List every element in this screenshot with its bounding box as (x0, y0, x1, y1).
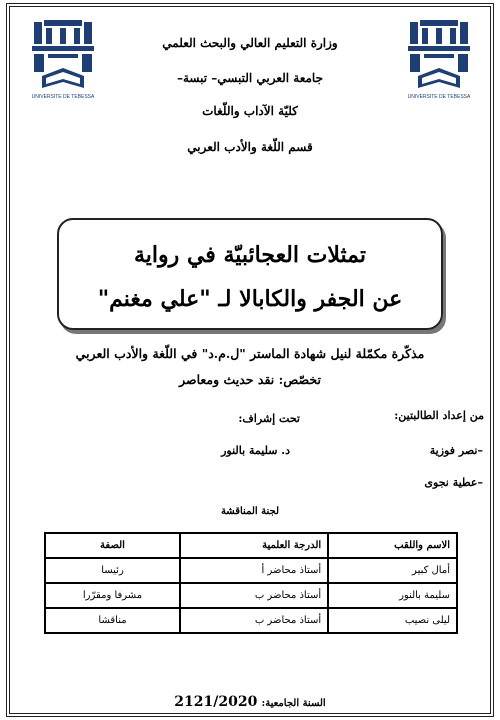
header-role: الصفة (45, 533, 180, 558)
student-name-2: –عطية نجوى (424, 476, 483, 489)
table-row (45, 608, 457, 633)
header-name: الاسم واللقب (328, 533, 457, 558)
academic-year-value: 2121/2020 (174, 694, 258, 710)
title-line-1: تمثلات العجائبيّة في رواية (134, 242, 366, 268)
memo-description: مذكّرة مكمّلة لنيل شهادة الماستر "ل.م.د" في اللّغة والأدب العربي (75, 346, 425, 361)
member-name: ليلى نصيب (328, 608, 457, 633)
students-label: من إعداد الطالبتين: (394, 409, 484, 422)
logo-caption: UNIVERSITE DE TEBESSA (407, 94, 471, 100)
member-degree: أستاذ محاضر أ (180, 558, 328, 583)
table-row (45, 583, 457, 608)
committee-table (44, 532, 458, 634)
title-line-2: عن الجفر والكابالا لـ "علي مغنم" (97, 286, 403, 312)
committee-label: لجنة المناقشة (220, 506, 280, 517)
table-header-row (45, 533, 457, 558)
faculty-line: كليّة الآداب واللّغات (202, 104, 298, 118)
logo-caption: UNIVERSITE DE TEBESSA (31, 94, 95, 100)
academic-year (0, 694, 500, 710)
member-name: أمال كبير (328, 558, 457, 583)
academic-year-label: السنة الجامعية: (261, 698, 326, 709)
specialty: تخصّص: نقد حديث ومعاصر (179, 372, 321, 387)
supervisor-name: د. سليمة بالنور (221, 444, 290, 457)
department-line: قسم اللّغة والأدب العربي (187, 140, 313, 154)
supervisor-label: تحت إشراف: (238, 412, 300, 425)
member-role: مناقشا (45, 608, 180, 633)
ministry-line: وزارة التعليم العالي والبحث العلمي (162, 36, 338, 50)
member-role: رئيسا (45, 558, 180, 583)
member-degree: أستاذ محاضر ب (180, 583, 328, 608)
member-role: مشرفا ومقرّرا (45, 583, 180, 608)
member-degree: أستاذ محاضر ب (180, 608, 328, 633)
university-logo-right (406, 18, 472, 100)
table-row (45, 558, 457, 583)
university-logo-left (30, 18, 96, 100)
header-degree: الدرجة العلمية (180, 533, 328, 558)
title-box (57, 218, 443, 330)
member-name: سليمة بالنور (328, 583, 457, 608)
university-line: جامعة العربي التبسي– تبسة– (176, 71, 324, 85)
student-name-1: –نصر فوزية (429, 444, 483, 457)
